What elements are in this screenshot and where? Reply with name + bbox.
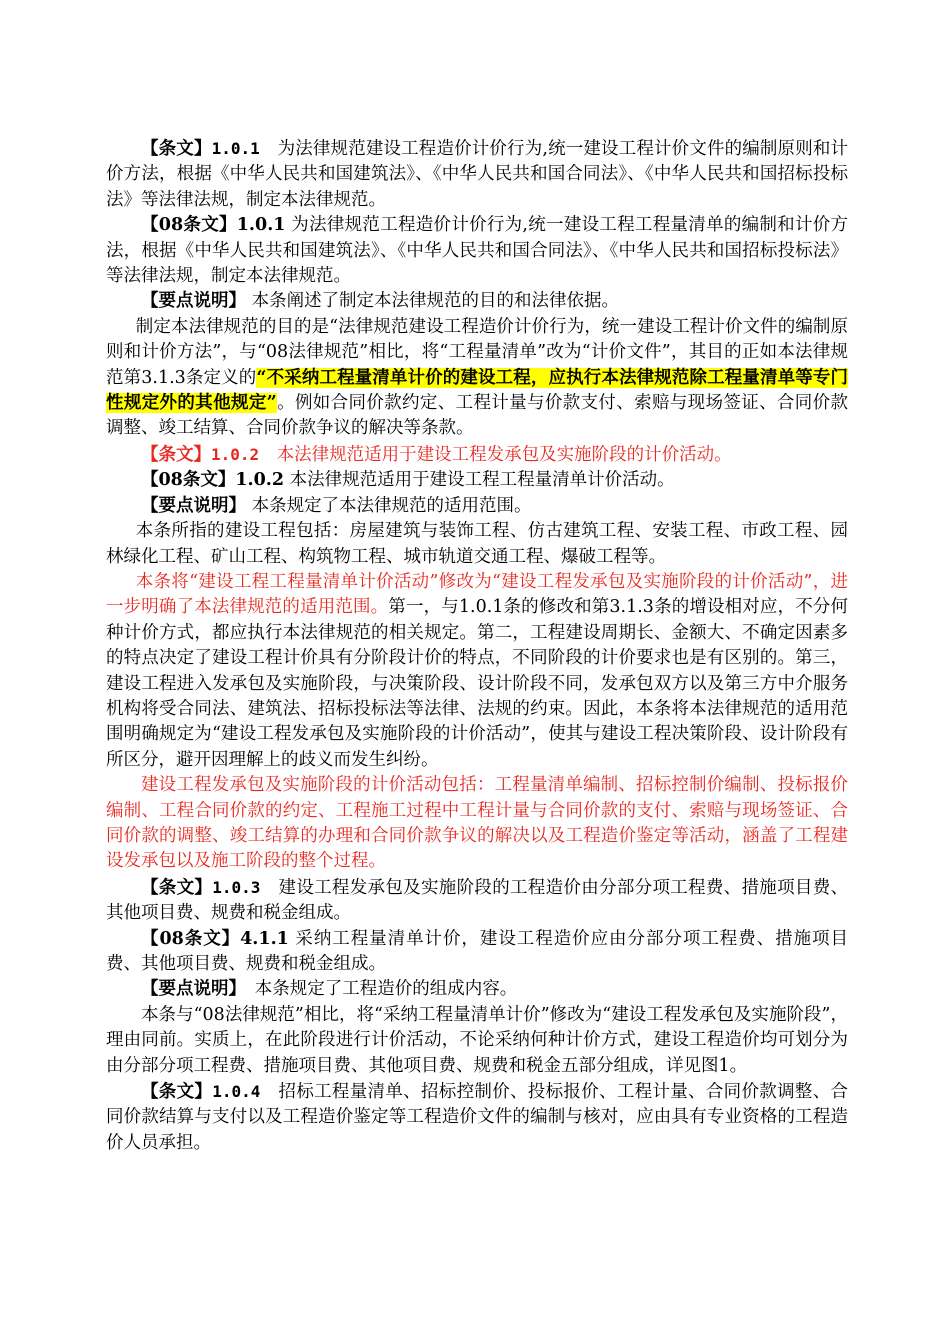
clause-tag: 【08条文】: [141, 928, 241, 949]
clause-number: 1.0.1: [211, 139, 260, 158]
modification-paragraph: [106, 570, 848, 773]
composition-paragraph: [106, 1003, 848, 1079]
explanation-text: 本条规定了本法律规范的适用范围。: [246, 495, 532, 516]
clause-1-0-2: [106, 442, 848, 468]
clause-tag: 【条文】: [141, 444, 211, 465]
clause-text: 为法律规范工程造价计价行为,统一建设工程工程量清单的编制和计价方法，根据《中华人民共和国建筑法》、《中华人民共和国合同法》、《中华人民共和国招标投标法》等法律法规，制定本法律规范。: [106, 215, 848, 287]
paragraph-text: 制定本法律规范的目的是“法律规范建设工程造价计价行为，统一建设工程计价文件的编制原则和计价方法”，与“08法律规范”相比，将“工程量清单”改为“计价文件”，其目的正如本法律规范第3.1.3条定义的: [106, 316, 848, 388]
explanation-1-0-3: [106, 977, 848, 1002]
clause-number: 1.0.2: [211, 444, 260, 464]
clause-tag: 【08条文】: [141, 215, 237, 236]
red-emphasis-text: 建设工程发承包及实施阶段的计价活动包括：工程量清单编制、招标控制价编制、投标报价编制、工程合同价款的约定、工程施工过程中工程计量与合同价款的支付、索赔与现场签证、合同价款的调整、竣工结算的办理和合同价款争议的解决以及工程造价鉴定等活动，涵盖了工程建设发承包以及施工阶段的整个过程。: [106, 775, 848, 872]
old-clause-1-0-2: [106, 468, 848, 493]
paragraph-text-continued: 。例如合同价款约定、工程计量与价款支付、索赔与现场签证、合同价款调整、竣工结算、合同价款争议的解决等条款。: [106, 393, 848, 439]
highlighted-quote: “不采纳工程量清单计价的建设工程，应执行本法律规范除工程量清单等专门性规定外的其他规定”: [106, 367, 848, 414]
explanation-tag: 【要点说明】: [141, 495, 246, 516]
clause-text: 采纳工程量清单计价，建设工程造价应由分部分项工程费、措施项目费、其他项目费、规费和税金组成。: [106, 928, 848, 974]
explanation-tag: 【要点说明】: [141, 979, 238, 1000]
paragraph-text: 本条所指的建设工程包括：房屋建筑与装饰工程、仿古建筑工程、安装工程、市政工程、园林绿化工程、矿山工程、构筑物工程、城市轨道交通工程、爆破工程等。: [106, 521, 848, 567]
clause-text: 本法律规范适用于建设工程工程量清单计价活动。: [284, 470, 675, 491]
clause-number: 1.0.4: [212, 1082, 261, 1102]
paragraph-text: 第一，与1.0.1条的修改和第3.1.3条的增设相对应，不分何种计价方式，都应执行本法律规范的相关规定。第二，工程建设周期长、金额大、不确定因素多的特点决定了建设工程计价具有分阶段计价的特点，不同阶段的计价要求也是有区别的。第三，建设工程进入发承包及实施阶段，与决策阶段、设计阶段不同，发承包双方以及第三方中介服务机构将受合同法、建筑法、招标投标法等法律、法规的约束。因此，本条将本法律规范的适用范围明确规定为“建设工程发承包及实施阶段的计价活动”，使其与建设工程决策阶段、设计阶段有所区分，避开因理解上的歧义而发生纠纷。: [106, 597, 848, 770]
explanation-text: 本条规定了工程造价的组成内容。: [237, 979, 518, 1000]
activities-paragraph: [106, 773, 848, 875]
explanation-text: 本条阐述了制定本法律规范的目的和法律依据。: [246, 291, 620, 312]
document-body: [106, 136, 848, 1156]
clause-text: 招标工程量清单、招标控制价、投标报价、工程计量、合同价款调整、合同价款结算与支付以及工程造价鉴定等工程造价文件的编制与核对，应由具有专业资格的工程造价人员承担。: [106, 1082, 849, 1153]
clause-number: 4.1.1: [240, 928, 289, 949]
red-emphasis-text: 本条将“建设工程工程量清单计价活动”修改为“建设工程发承包及实施阶段的计价活动”，进一步明确了本法律规范的适用范围。: [106, 571, 848, 618]
explanation-1-0-1: [106, 289, 848, 314]
clause-tag: 【08条文】: [141, 470, 236, 491]
old-clause-1-0-1: [106, 213, 848, 289]
clause-1-0-1: [106, 136, 848, 213]
clause-tag: 【条文】: [141, 139, 212, 159]
clause-1-0-4: [106, 1079, 848, 1156]
clause-1-0-3: [106, 875, 848, 927]
clause-tag: 【条文】: [141, 877, 213, 898]
scope-paragraph: [106, 519, 848, 570]
explanation-1-0-2: [106, 494, 848, 519]
old-clause-4-1-1: [106, 927, 848, 978]
explanation-tag: 【要点说明】: [141, 291, 246, 312]
clause-text: 本法律规范适用于建设工程发承包及实施阶段的计价活动。: [259, 444, 732, 465]
clause-text: 为法律规范建设工程造价计价行为,统一建设工程计价文件的编制原则和计价方法，根据《中华人民共和国建筑法》、《中华人民共和国合同法》、《中华人民共和国招标投标法》等法律法规，制定本法律规范。: [106, 139, 849, 210]
clause-number: 1.0.1: [236, 215, 286, 236]
paragraph-text: 本条与“08法律规范”相比，将“采纳工程量清单计价”修改为“建设工程发承包及实施阶段”，理由同前。实质上，在此阶段进行计价活动，不论采纳何种计价方式，建设工程造价均可划分为由分部分项工程费、措施项目费、其他项目费、规费和税金五部分组成，详见图1。: [106, 1004, 848, 1076]
clause-tag: 【条文】: [141, 1082, 213, 1103]
clause-number: 1.0.3: [212, 877, 261, 897]
purpose-paragraph: [106, 315, 848, 442]
clause-number: 1.0.2: [235, 470, 285, 491]
clause-text: 建设工程发承包及实施阶段的工程造价由分部分项工程费、措施项目费、其他项目费、规费和税金组成。: [106, 877, 849, 924]
